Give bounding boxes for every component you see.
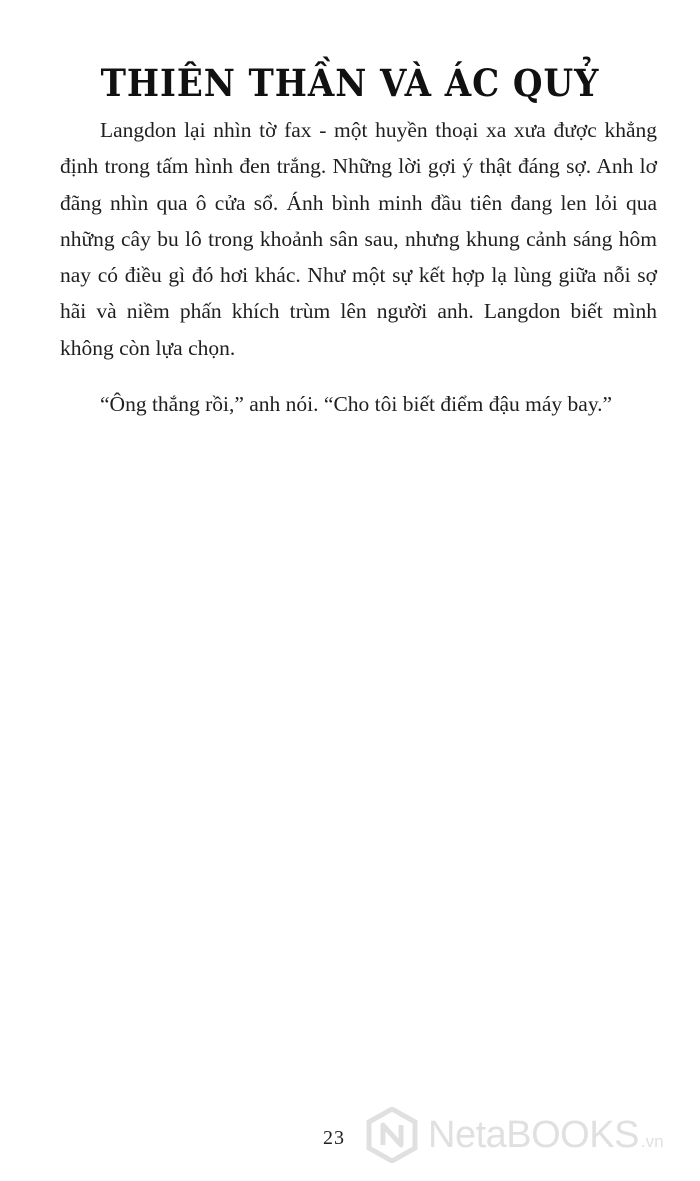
paragraph: Langdon lại nhìn tờ fax - một huyền thoại xa xưa được khẳng định trong tấm hình đen trắng. Những lời gợi ý thật đáng sợ. Anh lơ đãng nhìn qua ô cửa sổ. Ánh bình minh đầu tiên đang len lỏi qua những cây bu lô trong khoảnh sân sau, nhưng khung cảnh sáng hôm nay có điều gì đó hơi khác. Như một sự kết hợp lạ lùng giữa nỗi sợ hãi và niềm phấn khích trùm lên người anh. Langdon biết mình không còn lựa chọn. bbox=[60, 118, 657, 360]
netabooks-logo-icon bbox=[366, 1107, 418, 1163]
page-title: THIÊN THẦN VÀ ÁC QUỶ bbox=[100, 61, 600, 105]
paragraph: “Ông thắng rồi,” anh nói. “Cho tôi biết điểm đậu máy bay.” bbox=[100, 392, 613, 417]
watermark bbox=[366, 1102, 696, 1168]
watermark-suffix: .vn bbox=[640, 1132, 664, 1151]
body-text bbox=[60, 112, 657, 442]
page-number: 23 bbox=[323, 1127, 345, 1149]
watermark-brand: NetaBOOKS bbox=[428, 1113, 639, 1156]
